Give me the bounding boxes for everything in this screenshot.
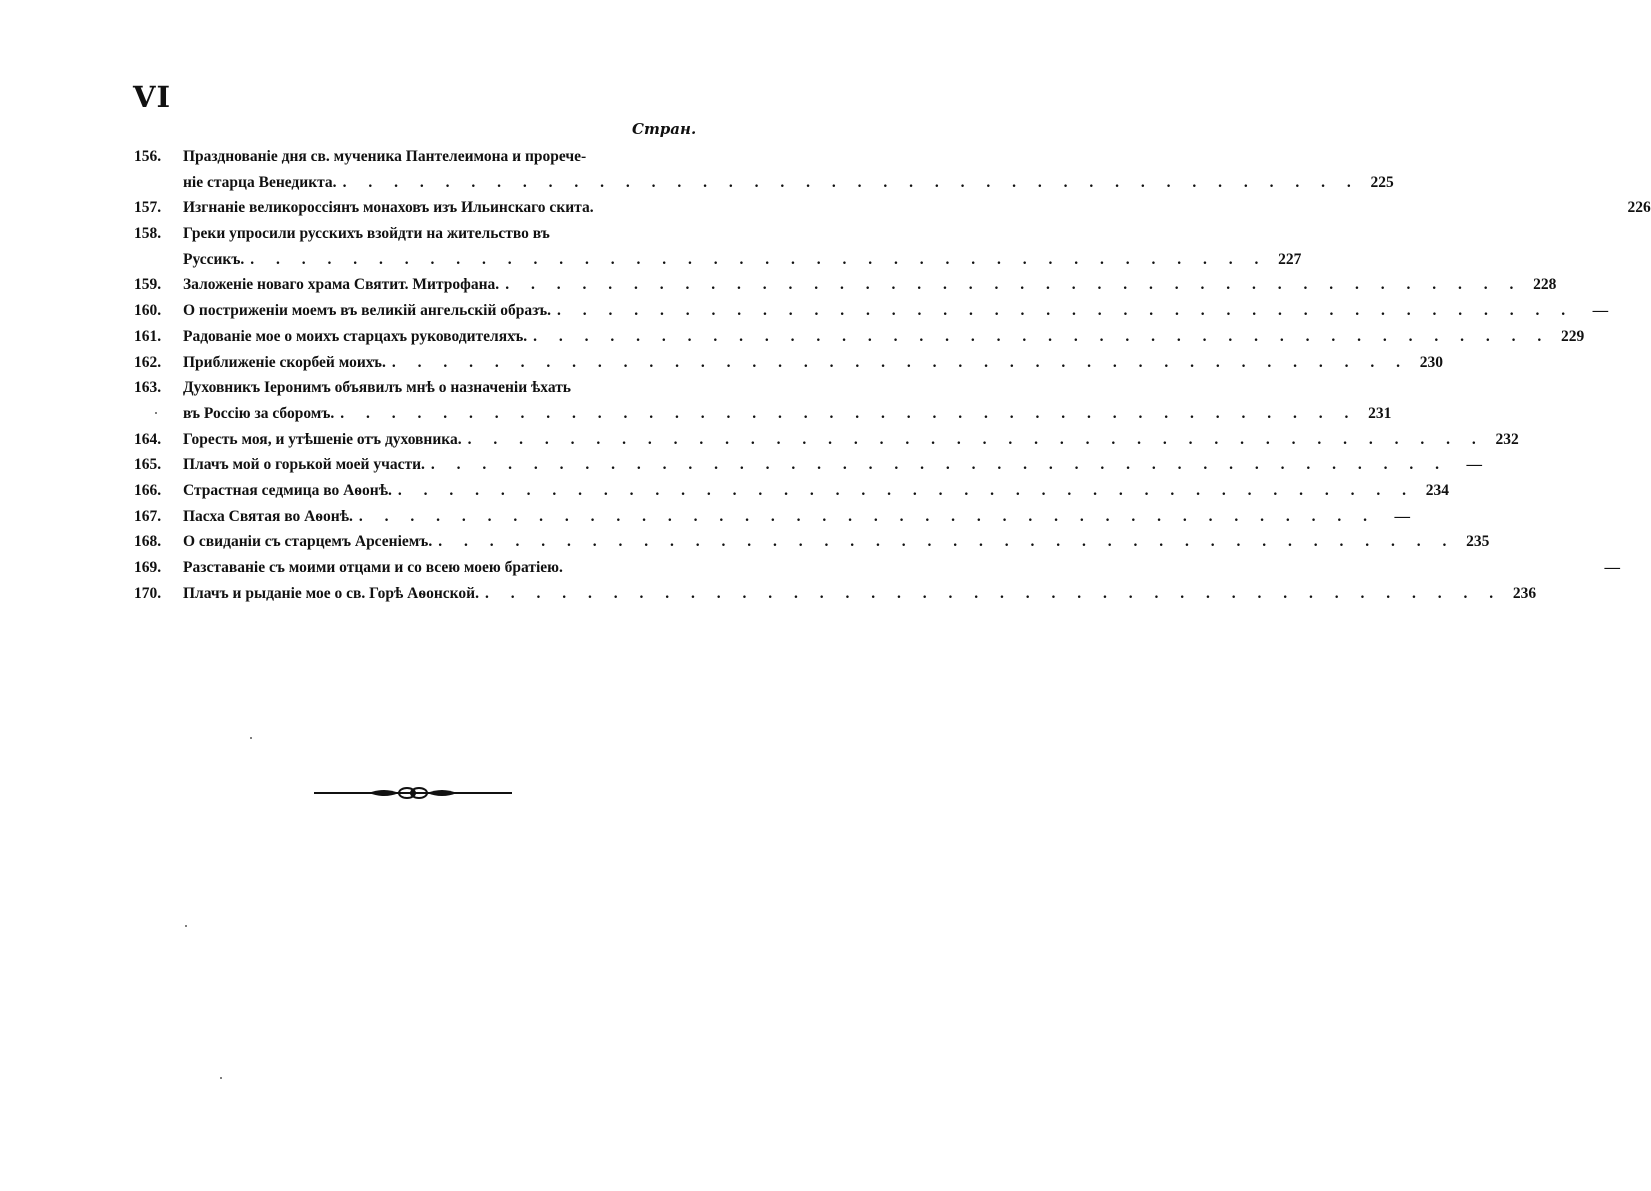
- toc-entry-title: Празднованіе дня св. мученика Пантелеимона и прорече-: [183, 148, 587, 165]
- toc-entry-page: 226: [1627, 199, 1651, 217]
- toc-entry-number: 160.: [134, 302, 162, 320]
- page-number: VI: [133, 80, 172, 114]
- toc-entry-page: 230: [1419, 353, 1443, 371]
- toc-entry-page: —: [1394, 507, 1411, 525]
- toc-entry: [130, 581, 1537, 607]
- table-of-contents: [130, 144, 1651, 606]
- toc-entry: [130, 221, 692, 247]
- toc-entry: [130, 529, 1490, 555]
- toc-entry-number: 168.: [134, 533, 162, 551]
- toc-entry-title: Духовникъ Іеронимъ объявилъ мнѣ о назначеніи ѣхать: [183, 379, 571, 397]
- toc-entry-title: О постриженіи моемъ въ великій ангельскій образъ.: [183, 302, 552, 320]
- toc-entry: [130, 170, 1394, 196]
- toc-entry: [130, 555, 1620, 581]
- toc-entry-page: 225: [1370, 173, 1394, 191]
- toc-entry-number: 169.: [134, 559, 162, 576]
- toc-entry-title: Приближеніе скорбей моихъ.: [183, 353, 386, 371]
- toc-entry: [130, 350, 1443, 376]
- decorative-rule-ornament: [314, 783, 512, 803]
- toc-entry-title: Радованіе мое о моихъ старцахъ руководителяхъ.: [183, 327, 528, 345]
- toc-entry-page: 227: [1278, 250, 1302, 268]
- dot-leader: . . . . . . . . . . . . . . . . . . . . . . . . . . . . . . . . . . . . . . . .: [342, 173, 1360, 191]
- toc-entry-number: 165.: [134, 456, 162, 474]
- toc-entry-number: 163.: [134, 379, 162, 397]
- toc-entry-page: —: [1466, 456, 1483, 474]
- toc-entry-title: Руссикъ.: [183, 250, 245, 268]
- toc-entry-number: 161.: [134, 327, 162, 345]
- dot-leader: . . . . . . . . . . . . . . . . . . . . . . . . . . . . . . . . . . . . . . . .: [505, 276, 1523, 294]
- toc-entry: [130, 324, 1585, 350]
- toc-entry: [130, 144, 692, 170]
- toc-entry-page: —: [1592, 302, 1609, 320]
- toc-entry-page: 235: [1466, 533, 1490, 551]
- toc-entry-title: въ Россію за сборомъ.: [183, 404, 335, 422]
- toc-entry: [130, 247, 1302, 273]
- dot-leader: . . . . . . . . . . . . . . . . . . . . . . . . . . . . . . . . . . . . . . . .: [340, 404, 1358, 422]
- toc-entry-title: ніе старца Венедикта.: [183, 173, 337, 191]
- toc-entry-title: Греки упросили русскихъ взойдти на жительство въ: [183, 225, 550, 243]
- toc-entry-number: 156.: [134, 148, 162, 165]
- dot-leader: . . . . . . . . . . . . . . . . . . . . . . . . . . . . . . . . . . . . . . . .: [397, 481, 1416, 499]
- dot-leader: . . . . . . . . . . . . . . . . . . . . . . . . . . . . . . . . . . . . . . . .: [250, 250, 1268, 268]
- toc-entry-title: О свиданіи съ старцемъ Арсеніемъ.: [183, 533, 433, 551]
- toc-entry: [130, 504, 1411, 530]
- toc-entry-number: 162.: [134, 353, 162, 371]
- toc-entry-title: Горесть моя, и утѣшеніе отъ духовника.: [183, 430, 462, 448]
- toc-entry-page: 236: [1512, 584, 1537, 602]
- dot-leader: . . . . . . . . . . . . . . . . . . . . . . . . . . . . . . . . . . . . . . . .: [533, 327, 1551, 345]
- toc-entry-number: 164.: [134, 430, 162, 448]
- toc-entry: [130, 298, 1609, 324]
- toc-entry-number: 166.: [134, 481, 162, 499]
- toc-entry: [130, 195, 1651, 221]
- dot-leader: . . . . . . . . . . . . . . . . . . . . . . . . . . . . . . . . . . . . . . . .: [358, 507, 1377, 525]
- paper-speck: [220, 1077, 222, 1079]
- paper-speck: [155, 412, 157, 414]
- toc-entry: [130, 452, 1483, 478]
- toc-entry-number: 159.: [134, 276, 162, 294]
- toc-entry-title: Заложеніе новаго храма Святит. Митрофана.: [183, 276, 500, 294]
- dot-leader: . . . . . . . . . . . . . . . . . . . . . . . . . . . . . . . . . . . . . . . .: [430, 456, 1449, 474]
- toc-entry-page: 231: [1368, 404, 1392, 422]
- toc-entry-title: Разставаніе съ моими отцами и со всею моею братіею.: [183, 559, 563, 576]
- toc-entry-page: 234: [1425, 481, 1450, 499]
- toc-entry-page: 229: [1561, 327, 1585, 345]
- toc-entry-page: —: [1604, 559, 1620, 576]
- paper-speck: [250, 737, 252, 739]
- dot-leader: . . . . . . . . . . . . . . . . . . . . . . . . . . . . . . . . . . . . . . . .: [391, 353, 1409, 371]
- toc-entry-title: Плачъ и рыданіе мое о св. Горѣ Аѳонской.: [183, 584, 479, 602]
- toc-entry-title: Пасха Святая во Аѳонѣ.: [183, 507, 353, 525]
- page-column-header: Стран.: [632, 120, 697, 138]
- dot-leader: . . . . . . . . . . . . . . . . . . . . . . . . . . . . . . . . . . . . . . . .: [484, 584, 1503, 602]
- toc-entry-number: 157.: [134, 199, 162, 217]
- toc-entry-title: Изгнаніе великороссіянъ монаховъ изъ Ильинскаго скита.: [183, 199, 594, 217]
- toc-entry-title: Плачъ мой о горькой моей участи.: [183, 456, 425, 474]
- toc-entry: [130, 272, 1557, 298]
- toc-entry: [130, 375, 692, 401]
- toc-entry-number: 158.: [134, 225, 162, 243]
- dot-leader: . . . . . . . . . . . . . . . . . . . . . . . . . . . . . . . . . . . . . . . .: [557, 302, 1575, 320]
- toc-entry-page: 232: [1495, 430, 1519, 448]
- toc-entry-page: 228: [1533, 276, 1557, 294]
- toc-entry: [130, 478, 1450, 504]
- toc-entry: [130, 401, 1392, 427]
- toc-entry-number: 170.: [134, 584, 162, 602]
- dot-leader: . . . . . . . . . . . . . . . . . . . . . . . . . . . . . . . . . . . . . . . .: [438, 533, 1456, 551]
- paper-speck: [185, 925, 187, 927]
- dot-leader: . . . . . . . . . . . . . . . . . . . . . . . . . . . . . . . . . . . . . . . .: [467, 430, 1485, 448]
- toc-entry-number: 167.: [134, 507, 162, 525]
- toc-entry-title: Страстная седмица во Аѳонѣ.: [183, 481, 392, 499]
- toc-entry: [130, 427, 1519, 453]
